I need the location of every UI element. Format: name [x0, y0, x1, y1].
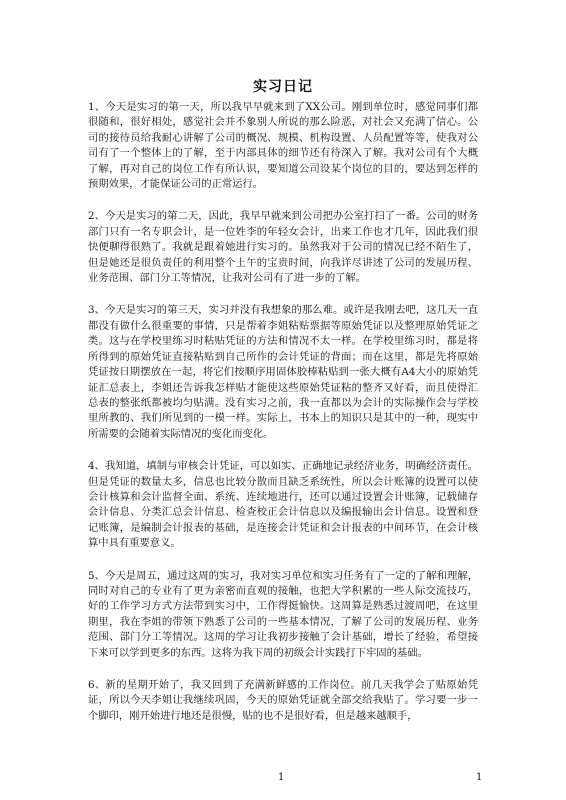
paragraph-6: 6、新的星期开始了，我又回到了充满新鲜感的工作岗位。前几天我学会了贴原始凭证，所以今天李姐让我继续巩固，今天的原始凭证就全部交给我贴了。学习要一步一个脚印，刚开始进行地还是很慢，贴的也不是很好看，但是越来越顺手，: [88, 679, 478, 722]
paragraph-1: 1、今天是实习的第一天，所以我早早就来到了XX公司。刚到单位时，感觉同事们都很随和，很好相处，感觉社会并不象别人所说的那么险恶，对社会又充满了信心。公司的接待员给我耐心讲解了公司的概况、规模、机构设置、人员配置等等，使我对公司有了一个整体上的了解，至于内部具体的细节还有待深入了解。我对公司有个大概了解，再对自己的岗位工作有所认识，要知道公司设某个岗位的目的，要达到怎样的预期效果，才能保证公司的正常运行。: [88, 101, 478, 191]
paragraph-2: 2、今天是实习的第二天，因此，我早早就来到公司把办公室打扫了一番。公司的财务部门只有一名专职会计，是一位姓李的年轻女会计，出来工作也才几年，因此我们很快便聊得很熟了。我就是跟着她进行实习的。虽然我对于公司的情况已经不陌生了，但是她还是很负责任的利用整个上午的宝贵时间，向我详尽讲述了公司的发展历程、业务范围、部门分工等情况，让我对公司有了进一步的了解。: [88, 210, 478, 285]
document-body: [88, 100, 478, 741]
paragraph-4: 4、我知道，填制与审核会计凭证，可以如实、正确地记录经济业务，明确经济责任。但是凭证的数量太多，信息也比较分散而且缺乏系统性，所以会计账簿的设置可以使会计核算和会计监督全面、系统、连续地进行，还可以通过设置会计账簿，记载储存会计信息、分类汇总会计信息、检查校正会计信息以及编报输出会计信息。设置和登记账簿，是编制会计报表的基础，是连接会计凭证和会计报表的中间环节，在会计核算中具有重要意义。: [88, 460, 478, 550]
paragraph-3: 3、今天是实习的第三天，实习并没有我想象的那么难。或许是我刚去吧，这几天一直都没有做什么很重要的事情，只是帮着李姐粘贴票据等原始凭证以及整理原始凭证之类。这与在学校里练习时粘贴凭证的方法和情况不太一样。在学校里练习时，都是将所得到的原始凭证直接粘贴到自己所作的会计凭证的背面；而在这里，都是先将原始凭证按日期摆放在一起，将它们按顺序用固体胶棒粘贴到一张大概有A4大小的原始凭证汇总表上，李姐还告诉我怎样贴才能使这些原始凭证粘的整齐又好看，而且使得汇总表的整张纸都被均匀贴满。没有实习之前，我一直都以为会计的实际操作会与学校里所教的、我们所见到的一模一样。实际上，书本上的知识只是其中的一种，现实中所需要的会随着实际情况的变化而变化。: [88, 304, 478, 440]
page-number-center: 1: [278, 772, 285, 783]
page-title: 实习日记: [253, 79, 313, 95]
paragraph-5: 5、今天是周五，通过这周的实习，我对实习单位和实习任务有了一定的了解和理解，同时对自己的专业有了更为亲密而直观的接触，也把大学积累的一些人际交流技巧，好的工作学习方式方法带到实习中，工作得挺愉快。这周算是熟悉过渡周吧，在这里期里，我在李姐的带领下熟悉了公司的一些基本情况，了解了公司的发展历程、业务范围、部门分工等情况。这周的学习让我初步接触了会计基础，增长了经验，希望接下来可以学到更多的东西。这将为我下周的初级会计实践打下牢固的基础。: [88, 569, 478, 659]
page-number-right: 1: [476, 772, 483, 783]
